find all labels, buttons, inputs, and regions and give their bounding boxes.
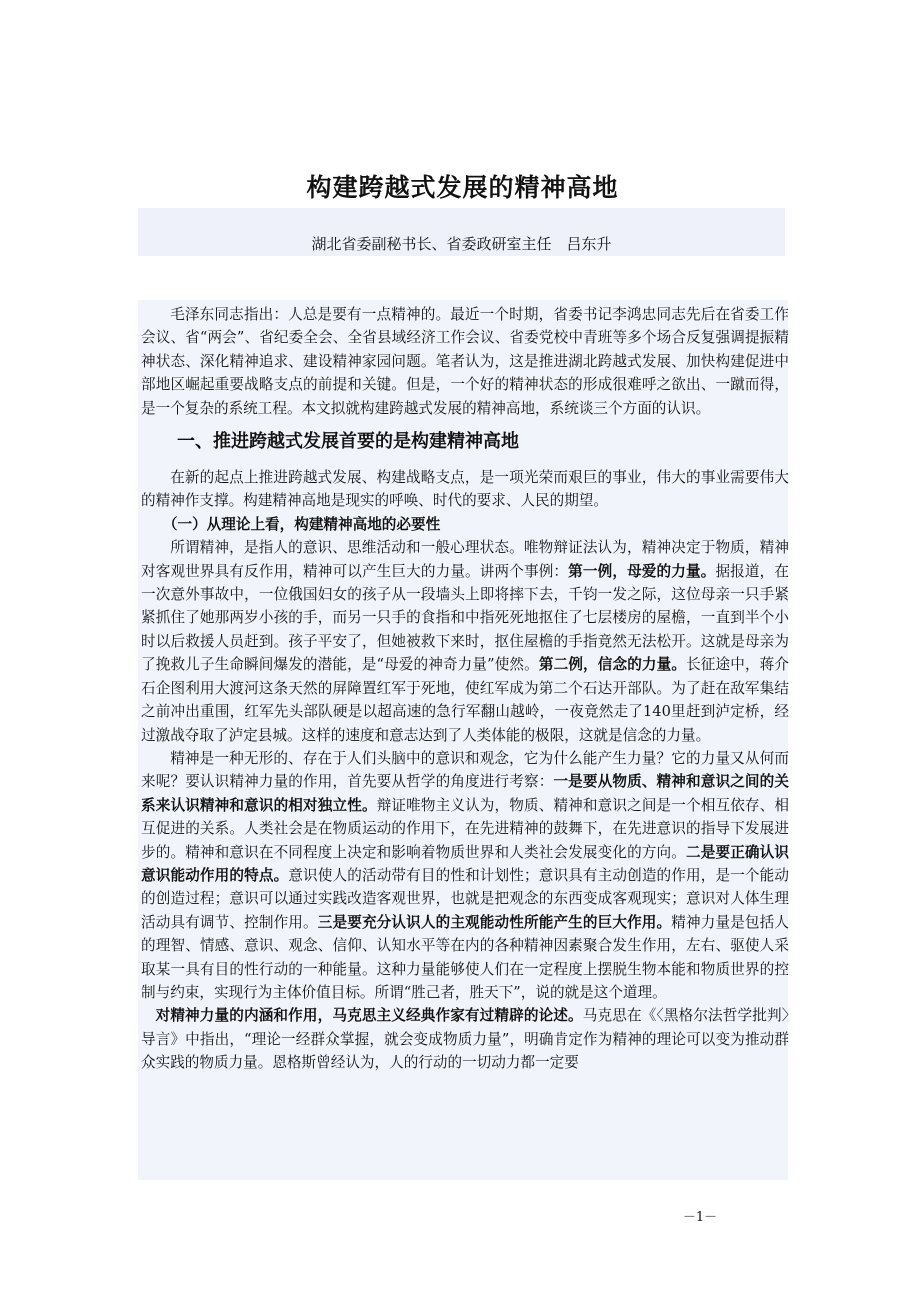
paragraph-4-text-e: 意识使人的活动带有目的性和计划性；意识具有主动创造的作用，是一个能动的创造过程；意识可以通过实践改造客观世界，也就是把观念的东西变成客观现实；意识对人体生理活动具有调节、控制作用。 bbox=[141, 866, 789, 931]
document-title: 构建跨越式发展的精神高地 bbox=[306, 173, 619, 202]
paragraph-5-text-b: 马克思在《〈黑格尔法哲学批判〉导言》中指出，“理论一经群众掌握，就会变成物质力量”，明确肯定作为精神的理论可以变为推动群众实践的物质力量。恩格斯曾经认为，人的行动的一切动力都一定要 bbox=[141, 1007, 789, 1072]
paragraph-4-text-g: 精神力量是包括人的理智、情感、意识、观念、信仰、认知水平等在内的各种精神因素聚合发生作用，左右、驱使人采取某一具有目的性行动的一种能量。这种力量能够使人们在一定程度上摆脱生物本能和物质世界的控制与约束，实现行为主体价值目标。所谓“胜己者，胜天下”，说的就是这个道理。 bbox=[141, 913, 789, 1001]
paragraph-4 bbox=[141, 747, 789, 1004]
page-number: －1－ bbox=[682, 1210, 718, 1225]
point-one-label: 一是要从物质、精神和意识之间的关系来认识精神和意识的相对独立性。 bbox=[141, 773, 789, 814]
paragraph-3-text-c: 据报道，在一次意外事故中，一位俄国妇女的孩子从一段墙头上即将摔下去，千钧一发之际，这位母亲一只手紧紧抓住了她那两岁小孩的手，而另一只手的食指和中指死死地抠住了七层楼房的屋檐，一直到半个小时以后救援人员赶到。孩子平安了，但她被救下来时，抠住屋檐的手指竟然无法松开。这就是母亲为了挽救儿子生命瞬间爆发的潜能，是“母爱的神奇力量”使然。 bbox=[141, 562, 789, 674]
paragraph-3 bbox=[141, 536, 789, 747]
paragraph-3-text-a: 所谓精神，是指人的意识、思维活动和一般心理状态。唯物辩证法认为，精神决定于物质，精神对客观世界具有反作用，精神可以产生巨大的力量。讲两个事例： bbox=[141, 539, 789, 580]
author-byline: 湖北省委副秘书长、省委政研室主任 吕东升 bbox=[311, 235, 612, 253]
example-two-label: 第二例，信念的力量。 bbox=[538, 656, 687, 674]
subsection-heading-1: （一）从理论上看，构建精神高地的必要性 bbox=[162, 515, 441, 533]
paragraph-5 bbox=[141, 1004, 789, 1074]
article-body bbox=[141, 303, 789, 1075]
paragraph-4-text-c: 辩证唯物主义认为，物质、精神和意识之间是一个相互依存、相互促进的关系。人类社会是在物质运动的作用下，在先进精神的鼓舞下，在先进意识的指导下发展进步的。精神和意识在不同程度上决定和影响着物质世界和人类社会发展变化的方向。 bbox=[141, 796, 789, 861]
point-three-label: 三是要充分认识人的主观能动性所能产生的巨大作用。 bbox=[317, 913, 672, 931]
paragraph-2: 在新的起点上推进跨越式发展、构建战略支点，是一项光荣而艰巨的事业，伟大的事业需要伟大的精神作支撑。构建精神高地是现实的呼唤、时代的要求、人民的期望。 bbox=[141, 469, 789, 510]
point-two-label: 二是要正确认识意识能动作用的特点。 bbox=[141, 843, 789, 884]
paragraph-intro: 毛泽东同志指出：人总是要有一点精神的。最近一个时期，省委书记李鸿忠同志先后在省委工作会议、省“两会”、省纪委全会、全省县域经济工作会议、省委党校中青班等多个场合反复强调提振精神状态、深化精神追求、建设精神家园问题。笔者认为，这是推进湖北跨越式发展、加快构建促进中部地区崛起重要战略支点的前提和关键。但是，一个好的精神状态的形成很难呼之欲出、一蹴而得，是一个复杂的系统工程。本文拟就构建跨越式发展的精神高地，系统谈三个方面的认识。 bbox=[141, 306, 789, 417]
paragraph-3-text-e: 长征途中，蒋介石企图利用大渡河这条天然的屏障置红军于死地，使红军成为第二个石达开部队。为了赶在敌军集结之前冲出重围，红军先头部队硬是以超高速的急行军翻山越岭，一夜竟然走了140里赶到泸定桥，经过激战夺取了泸定县城。这样的速度和意志达到了人类体能的极限，这就是信念的力量。 bbox=[141, 656, 789, 744]
paragraph-5-lead: 对精神力量的内涵和作用，马克思主义经典作家有过精辟的论述。 bbox=[155, 1007, 583, 1025]
section-heading-1: 一、推进跨越式发展首要的是构建精神高地 bbox=[177, 431, 519, 453]
paragraph-4-text-a: 精神是一种无形的、存在于人们头脑中的意识和观念，它为什么能产生力量？它的力量又从何而来呢？要认识精神力量的作用，首先要从哲学的角度进行考察： bbox=[141, 749, 789, 791]
example-one-label: 第一例，母爱的力量。 bbox=[568, 562, 716, 580]
